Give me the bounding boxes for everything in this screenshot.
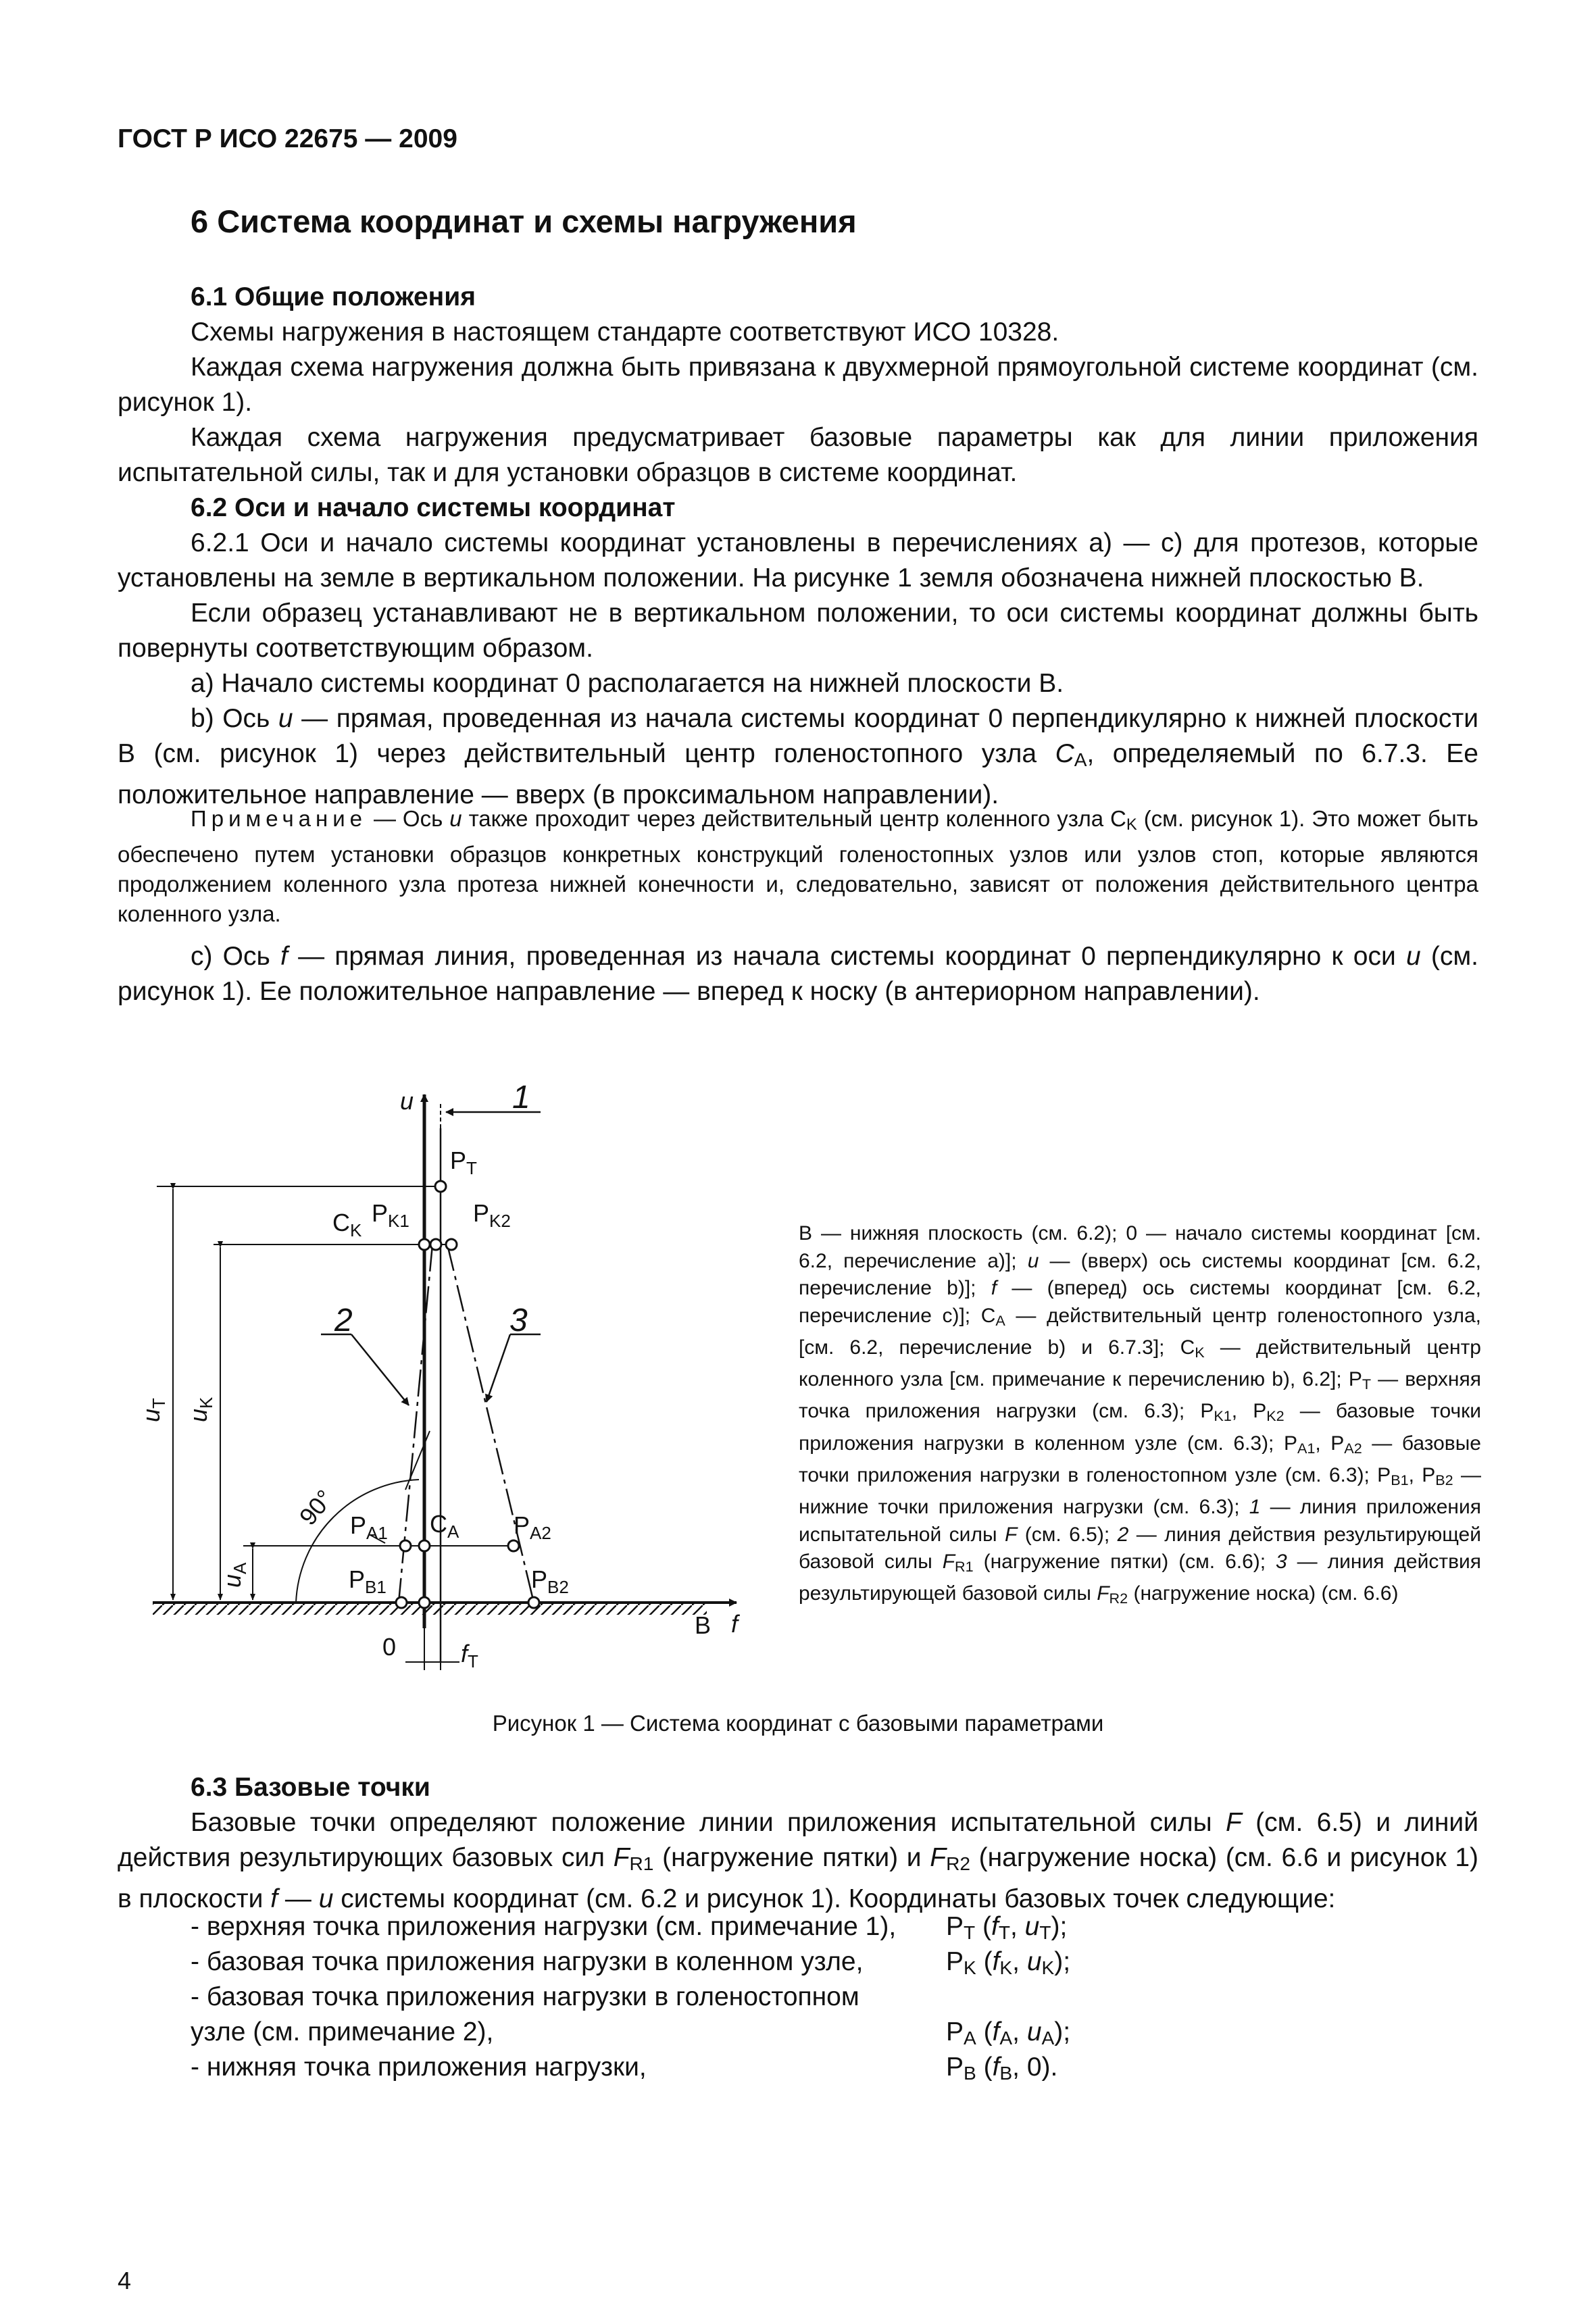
- body-text-top: [118, 280, 1478, 813]
- note-label: Примечание: [191, 806, 368, 831]
- label-PK1: $P_{K1}$: [372, 1199, 409, 1231]
- paragraph: Каждая схема нагружения должна быть привязана к двухмерной прямоугольной системе координат (см. рисунок 1).: [118, 353, 1478, 417]
- point-CK: [419, 1239, 430, 1250]
- label-angle: 90°: [293, 1484, 339, 1531]
- point-CA: [419, 1540, 430, 1551]
- point-PB1: [396, 1597, 407, 1608]
- page-number: 4: [118, 2267, 132, 2294]
- label-PB2: $P_{B2}$: [531, 1565, 569, 1597]
- list-item-coords: $P_B$ ($f_B$, 0).: [946, 2053, 1058, 2084]
- paragraph: с) Ось f — прямая линия, проведенная из начала системы координат 0 перпендикулярно к оси u (см. рисунок 1). Ее положительное направление — вперед к носку (в антериорном направлении).: [118, 942, 1478, 1006]
- label-3: 3: [509, 1303, 528, 1338]
- paragraph: b) Ось u — прямая, проведенная из начала системы координат 0 перпендикулярно к нижней плоскости B (см. рисунок 1) через действительный центр голеностопного узла $C_A$, определяемый по 6.7.3. Ее положительное направление — вверх (в проксимальном направлении).: [118, 704, 1478, 810]
- section-title: 6 Система координат и схемы нагружения: [191, 203, 857, 239]
- point-PB2: [528, 1597, 539, 1608]
- label-f: f: [731, 1610, 739, 1638]
- list-item-coords: $P_A$ ($f_A$, $u_A$);: [946, 2017, 1071, 2049]
- point-PT: [435, 1181, 446, 1192]
- heading-6-1: 6.1 Общие положения: [191, 282, 476, 311]
- list-item-coords: $P_T$ ($f_T$, $u_T$);: [946, 1912, 1068, 1944]
- point-PA2: [508, 1540, 519, 1551]
- note: Примечание — Ось u также проходит через действительный центр коленного узла $C_K$ (см. рисунок 1). Это может быть обеспечено путем установки образцов конкретных конструкций голеностопных узлов или узлов стоп, которые являются продолжением коленного узла протеза нижней конечности и, следовательно, зависят от положения действительного центра коленного узла.: [118, 806, 1478, 927]
- point-origin: [419, 1597, 430, 1608]
- paragraph: Схемы нагружения в настоящем стандарте соответствуют ИСО 10328.: [191, 318, 1059, 347]
- heading-6-2: 6.2 Оси и начало системы координат: [191, 493, 676, 522]
- paragraph: а) Начало системы координат 0 располагается на нижней плоскости B.: [191, 669, 1064, 698]
- leader-3: [487, 1334, 510, 1402]
- body-text-mid: [118, 939, 1478, 1009]
- uA-angle-leader: [405, 1431, 430, 1490]
- label-PT: $P_T$: [450, 1147, 477, 1178]
- label-PA2: $P_{A2}$: [514, 1511, 551, 1543]
- heading-6-3: 6.3 Базовые точки: [191, 1773, 430, 1802]
- point-PA1: [400, 1540, 411, 1551]
- figure-legend: B — нижняя плоскость (см. 6.2); 0 — начало системы координат [см. 6.2, перечисление a)]; u — (вверх) ось системы координат [см. 6.2, перечисление b)]; f — (вперед) ось системы координат [см. 6.2, перечисление c)]; $C_A$ — действительный центр голеностопного узла, [см. 6.2, перечисление b) и 6.7.3]; $C_K$ — действительный центр коленного узла [см. примечание к перечислению b), 6.2]; $P_T$ — верхняя точка приложения нагрузки (см. 6.3); $P_{K1}$, $P_{K2}$ — базовые точки приложения нагрузки в коленном узле (см. 6.3); $P_{A1}$, $P_{A2}$ — базовые точки приложения нагрузки в голеностопном узле (см. 6.3); $P_{B1}$, $P_{B2}$ — нижние точки приложения нагрузки (см. 6.3); 1 — линия приложения испытательной силы F (см. 6.5); 2 — линия действия результирующей базовой силы $F_{R1}$ (нагружение пятки) (см. 6.6); 3 — линия действия результирующей базовой силы $F_{R2}$ (нагружение носка) (см. 6.6): [799, 1222, 1482, 1607]
- document-header: ГОСТ Р ИСО 22675 — 2009: [118, 124, 457, 153]
- label-CA: $C_A$: [430, 1510, 459, 1542]
- label-0: 0: [382, 1633, 397, 1661]
- toe-force-line: [447, 1244, 534, 1603]
- list-item: - базовая точка приложения нагрузки в коленном узле,: [191, 1947, 864, 1976]
- list-item: узле (см. примечание 2),: [191, 2017, 494, 2046]
- list-item: - нижняя точка приложения нагрузки,: [191, 2053, 647, 2082]
- label-1: 1: [512, 1080, 530, 1115]
- leader-2: [351, 1334, 409, 1405]
- list-item: - базовая точка приложения нагрузки в голеностопном: [191, 1982, 859, 2011]
- label-CK: $C_K$: [332, 1209, 362, 1240]
- list-item-coords: $P_K$ ($f_K$, $u_K$);: [946, 1947, 1071, 1979]
- label-PK2: $P_{K2}$: [473, 1199, 511, 1231]
- paragraph: 6.2.1 Оси и начало системы координат установлены в перечислениях а) — с) для протезов, которые установлены на земле в вертикальном положении. На рисунке 1 земля обозначена нижней плоскостью B.: [118, 528, 1478, 593]
- point-PK2: [446, 1239, 457, 1250]
- label-uK: $u_K$: [184, 1397, 216, 1422]
- point-PK1: [430, 1239, 441, 1250]
- label-fT: $f_T$: [461, 1640, 478, 1671]
- label-PA1: $P_{A1}$: [350, 1511, 388, 1543]
- label-B: B: [695, 1611, 712, 1639]
- paragraph: Базовые точки определяют положение линии приложения испытательной силы F (см. 6.5) и линий действия результирующих базовых сил $F_{R1}$ (нагружение пятки) и $F_{R2}$ (нагружение носка) (см. 6.6 и рисунок 1) в плоскости f — u системы координат (см. 6.2 и рисунок 1). Координаты базовых точек следующие:: [118, 1808, 1479, 1914]
- paragraph: Каждая схема нагружения предусматривает базовые параметры как для линии приложения испытательной силы, так и для установки образцов в системе координат.: [118, 423, 1478, 487]
- list-item: - верхняя точка приложения нагрузки (см. примечание 1),: [191, 1912, 897, 1941]
- coordinate-system-figure: [0, 1054, 784, 1703]
- label-u: u: [400, 1087, 414, 1115]
- label-uT: $u_T$: [137, 1398, 169, 1422]
- label-PB1: $P_{B1}$: [349, 1565, 386, 1597]
- label-2: 2: [334, 1303, 353, 1338]
- body-text-bottom: [118, 1770, 1478, 1917]
- figure-caption: Рисунок 1 — Система координат с базовыми параметрами: [492, 1711, 1104, 1736]
- paragraph: Если образец устанавливают не в вертикальном положении, то оси системы координат должны быть повернуты соответствующим образом.: [118, 599, 1478, 663]
- label-uA: $u_A$: [218, 1562, 250, 1588]
